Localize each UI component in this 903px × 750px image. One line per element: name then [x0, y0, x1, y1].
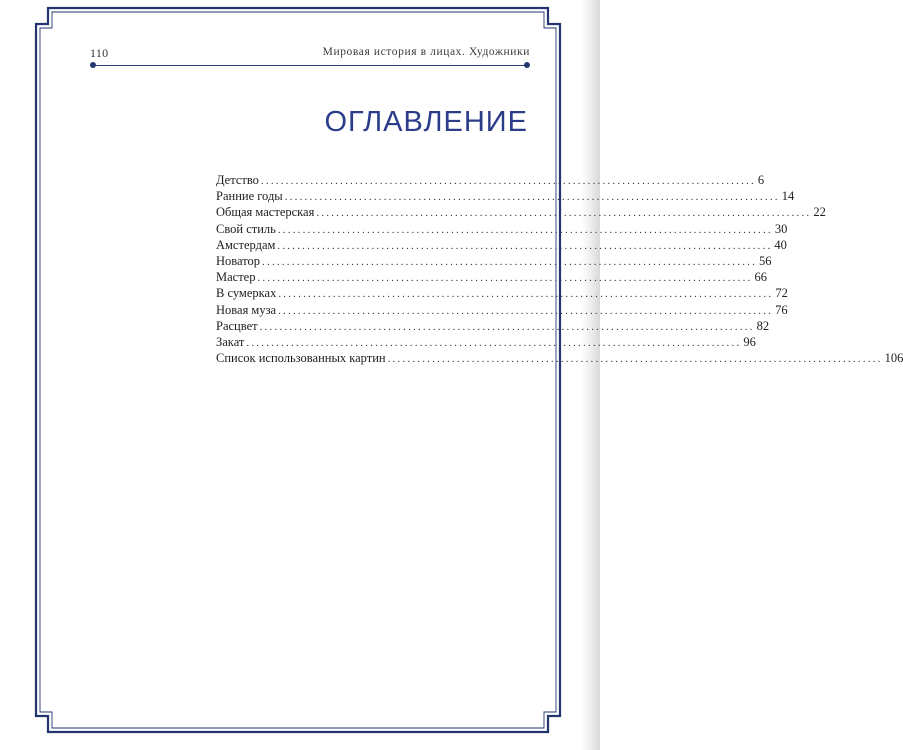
toc-entry[interactable]	[216, 221, 788, 237]
toc-leader-dots: ....................................................................................................	[284, 191, 780, 204]
toc-leader-dots: ....................................................................................................	[259, 320, 755, 333]
toc-entry-page: 96	[743, 334, 756, 349]
toc-entry[interactable]	[216, 350, 903, 366]
toc-entry-label: Свой стиль	[216, 221, 276, 236]
toc-entry-page: 76	[775, 302, 788, 317]
running-head: Мировая история в лицах. Художники	[322, 46, 530, 58]
toc-entry[interactable]	[216, 253, 772, 269]
toc-entry-label: Ранние годы	[216, 189, 283, 204]
toc-title: ОГЛАВЛЕНИЕ	[324, 106, 528, 138]
toc-entry-page: 106	[884, 351, 903, 366]
toc-leader-dots: ....................................................................................................	[387, 353, 883, 366]
toc-entry-page: 56	[759, 253, 772, 268]
toc-entry[interactable]	[216, 318, 770, 334]
header-rule-dot-left	[90, 62, 96, 68]
toc-leader-dots: ....................................................................................................	[260, 175, 756, 187]
toc-entry-label: Новая муза	[216, 302, 277, 317]
toc-entry-label: В сумерках	[216, 286, 277, 301]
page-number: 110	[90, 46, 109, 60]
toc-leader-dots: ....................................................................................................	[278, 304, 774, 317]
table-of-contents	[216, 172, 903, 366]
toc-entry-page: 40	[774, 237, 787, 252]
toc-entry-label: Новатор	[216, 253, 261, 268]
toc-entry-label: Закат	[216, 334, 245, 349]
toc-entry-page: 30	[774, 221, 788, 236]
toc-entry[interactable]	[216, 188, 795, 204]
toc-entry[interactable]	[216, 302, 788, 318]
toc-entry[interactable]	[216, 285, 788, 301]
toc-entry-page: 14	[781, 189, 795, 204]
header-rule-dot-right	[524, 62, 530, 68]
toc-entry-page: 22	[813, 205, 826, 220]
toc-entry[interactable]	[216, 237, 787, 253]
header-rule	[92, 65, 529, 66]
toc-entry[interactable]	[216, 204, 826, 220]
toc-leader-dots: ....................................................................................................	[257, 272, 753, 285]
toc-leader-dots: ....................................................................................................	[277, 223, 773, 236]
toc-leader-dots: ....................................................................................................	[316, 207, 812, 220]
toc-entry-label: Общая мастерская	[216, 205, 315, 220]
toc-entry[interactable]	[216, 269, 767, 285]
toc-entry-label: Амстердам	[216, 237, 276, 252]
toc-entry-page: 82	[756, 318, 770, 333]
toc-entry-label: Мастер	[216, 270, 256, 285]
toc-leader-dots: ....................................................................................................	[278, 288, 774, 301]
toc-entry[interactable]	[216, 334, 756, 350]
toc-leader-dots: ....................................................................................................	[277, 239, 773, 252]
toc-leader-dots: ....................................................................................................	[262, 255, 758, 268]
toc-entry-page: 6	[757, 173, 765, 187]
toc-entry-page: 72	[775, 286, 788, 301]
toc-entry-label: Детство	[216, 173, 259, 187]
toc-entry-label: Список использованных картин	[216, 351, 386, 366]
toc-entry-label: Расцвет	[216, 318, 258, 333]
toc-entry-page: 66	[754, 270, 767, 285]
toc-leader-dots: ....................................................................................................	[246, 336, 742, 349]
toc-entry[interactable]	[216, 172, 765, 188]
